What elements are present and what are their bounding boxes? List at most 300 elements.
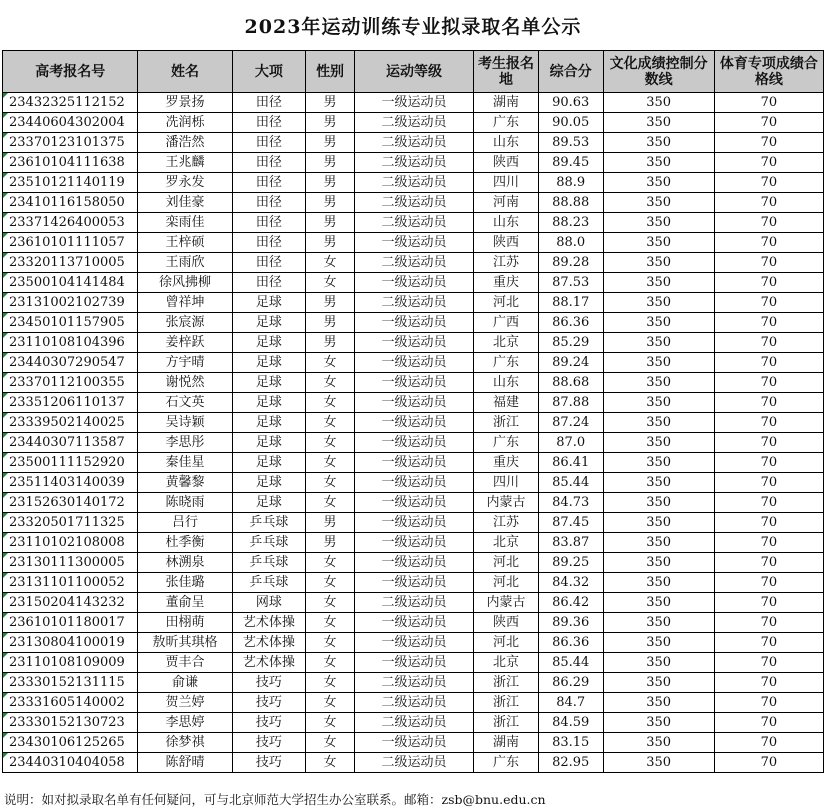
cell-culture-line[interactable]: 350 xyxy=(603,593,714,613)
cell-sport[interactable]: 田径 xyxy=(232,193,306,213)
cell-sport[interactable]: 技巧 xyxy=(232,713,306,733)
cell-pe-line[interactable]: 70 xyxy=(714,733,823,753)
cell-region[interactable]: 江苏 xyxy=(474,513,539,533)
cell-exam-id[interactable]: 23331605140002 xyxy=(3,693,138,713)
cell-level[interactable]: 一级运动员 xyxy=(354,513,473,533)
cell-score[interactable]: 88.88 xyxy=(538,193,603,213)
cell-name[interactable]: 林溯泉 xyxy=(138,553,232,573)
cell-region[interactable]: 内蒙古 xyxy=(474,593,539,613)
cell-score[interactable]: 88.23 xyxy=(538,213,603,233)
header-sport[interactable]: 大项 xyxy=(232,51,306,93)
cell-name[interactable]: 姜梓跃 xyxy=(138,333,232,353)
cell-level[interactable]: 一级运动员 xyxy=(354,333,473,353)
cell-gender[interactable]: 女 xyxy=(306,473,355,493)
cell-culture-line[interactable]: 350 xyxy=(603,653,714,673)
cell-exam-id[interactable]: 23370112100355 xyxy=(3,373,138,393)
cell-region[interactable]: 湖南 xyxy=(474,733,539,753)
cell-exam-id[interactable]: 23440307113587 xyxy=(3,433,138,453)
cell-culture-line[interactable]: 350 xyxy=(603,533,714,553)
header-pe-line[interactable]: 体育专项成绩合格线 xyxy=(714,51,823,93)
cell-level[interactable]: 一级运动员 xyxy=(354,453,473,473)
cell-region[interactable]: 四川 xyxy=(474,173,539,193)
cell-pe-line[interactable]: 70 xyxy=(714,453,823,473)
cell-name[interactable]: 吴诗颖 xyxy=(138,413,232,433)
cell-level[interactable]: 二级运动员 xyxy=(354,753,473,773)
cell-sport[interactable]: 田径 xyxy=(232,153,306,173)
cell-region[interactable]: 山东 xyxy=(474,213,539,233)
cell-score[interactable]: 85.29 xyxy=(538,333,603,353)
cell-pe-line[interactable]: 70 xyxy=(714,753,823,773)
cell-sport[interactable]: 技巧 xyxy=(232,753,306,773)
cell-pe-line[interactable]: 70 xyxy=(714,633,823,653)
cell-level[interactable]: 一级运动员 xyxy=(354,393,473,413)
cell-sport[interactable]: 乒乓球 xyxy=(232,513,306,533)
cell-gender[interactable]: 男 xyxy=(306,513,355,533)
cell-sport[interactable]: 田径 xyxy=(232,93,306,113)
cell-score[interactable]: 90.63 xyxy=(538,93,603,113)
cell-exam-id[interactable]: 23320113710005 xyxy=(3,253,138,273)
cell-pe-line[interactable]: 70 xyxy=(714,653,823,673)
cell-pe-line[interactable]: 70 xyxy=(714,313,823,333)
cell-gender[interactable]: 女 xyxy=(306,373,355,393)
cell-culture-line[interactable]: 350 xyxy=(603,553,714,573)
cell-region[interactable]: 北京 xyxy=(474,333,539,353)
cell-sport[interactable]: 技巧 xyxy=(232,693,306,713)
cell-name[interactable]: 徐梦祺 xyxy=(138,733,232,753)
cell-name[interactable]: 黄馨黎 xyxy=(138,473,232,493)
cell-name[interactable]: 徐风拂柳 xyxy=(138,273,232,293)
cell-region[interactable]: 河南 xyxy=(474,193,539,213)
cell-pe-line[interactable]: 70 xyxy=(714,133,823,153)
cell-score[interactable]: 88.0 xyxy=(538,233,603,253)
cell-culture-line[interactable]: 350 xyxy=(603,313,714,333)
cell-sport[interactable]: 田径 xyxy=(232,253,306,273)
cell-gender[interactable]: 男 xyxy=(306,293,355,313)
cell-gender[interactable]: 女 xyxy=(306,393,355,413)
cell-culture-line[interactable]: 350 xyxy=(603,733,714,753)
cell-region[interactable]: 福建 xyxy=(474,393,539,413)
cell-score[interactable]: 86.41 xyxy=(538,453,603,473)
cell-gender[interactable]: 女 xyxy=(306,753,355,773)
cell-culture-line[interactable]: 350 xyxy=(603,673,714,693)
cell-level[interactable]: 二级运动员 xyxy=(354,293,473,313)
cell-level[interactable]: 一级运动员 xyxy=(354,373,473,393)
cell-pe-line[interactable]: 70 xyxy=(714,253,823,273)
cell-exam-id[interactable]: 23450101157905 xyxy=(3,313,138,333)
cell-level[interactable]: 一级运动员 xyxy=(354,733,473,753)
cell-level[interactable]: 二级运动员 xyxy=(354,713,473,733)
cell-region[interactable]: 广东 xyxy=(474,113,539,133)
cell-sport[interactable]: 足球 xyxy=(232,433,306,453)
cell-culture-line[interactable]: 350 xyxy=(603,253,714,273)
cell-exam-id[interactable]: 23370123101375 xyxy=(3,133,138,153)
cell-score[interactable]: 90.05 xyxy=(538,113,603,133)
cell-gender[interactable]: 女 xyxy=(306,693,355,713)
cell-region[interactable]: 浙江 xyxy=(474,693,539,713)
cell-culture-line[interactable]: 350 xyxy=(603,693,714,713)
header-name[interactable]: 姓名 xyxy=(138,51,232,93)
cell-culture-line[interactable]: 350 xyxy=(603,333,714,353)
cell-culture-line[interactable]: 350 xyxy=(603,133,714,153)
cell-exam-id[interactable]: 23330152130723 xyxy=(3,713,138,733)
cell-sport[interactable]: 足球 xyxy=(232,473,306,493)
cell-name[interactable]: 陈晓雨 xyxy=(138,493,232,513)
cell-sport[interactable]: 乒乓球 xyxy=(232,553,306,573)
cell-score[interactable]: 87.0 xyxy=(538,433,603,453)
cell-exam-id[interactable]: 23152630140172 xyxy=(3,493,138,513)
cell-sport[interactable]: 足球 xyxy=(232,313,306,333)
cell-exam-id[interactable]: 23330152131115 xyxy=(3,673,138,693)
cell-level[interactable]: 一级运动员 xyxy=(354,553,473,573)
cell-level[interactable]: 一级运动员 xyxy=(354,313,473,333)
cell-sport[interactable]: 田径 xyxy=(232,213,306,233)
cell-score[interactable]: 86.36 xyxy=(538,633,603,653)
cell-name[interactable]: 冼润栎 xyxy=(138,113,232,133)
cell-culture-line[interactable]: 350 xyxy=(603,113,714,133)
cell-exam-id[interactable]: 23131101100052 xyxy=(3,573,138,593)
cell-score[interactable]: 86.42 xyxy=(538,593,603,613)
cell-name[interactable]: 张佳璐 xyxy=(138,573,232,593)
cell-level[interactable]: 一级运动员 xyxy=(354,473,473,493)
header-score[interactable]: 综合分 xyxy=(538,51,603,93)
cell-gender[interactable]: 男 xyxy=(306,213,355,233)
cell-exam-id[interactable]: 23130111300005 xyxy=(3,553,138,573)
cell-gender[interactable]: 女 xyxy=(306,733,355,753)
header-exam-id[interactable]: 高考报名号 xyxy=(3,51,138,93)
cell-sport[interactable]: 网球 xyxy=(232,593,306,613)
cell-culture-line[interactable]: 350 xyxy=(603,93,714,113)
cell-exam-id[interactable]: 23410116158050 xyxy=(3,193,138,213)
cell-culture-line[interactable]: 350 xyxy=(603,173,714,193)
cell-pe-line[interactable]: 70 xyxy=(714,273,823,293)
cell-region[interactable]: 四川 xyxy=(474,473,539,493)
cell-name[interactable]: 刘佳豪 xyxy=(138,193,232,213)
cell-score[interactable]: 87.45 xyxy=(538,513,603,533)
cell-exam-id[interactable]: 23130804100019 xyxy=(3,633,138,653)
cell-exam-id[interactable]: 23610101180017 xyxy=(3,613,138,633)
cell-name[interactable]: 敖昕其琪格 xyxy=(138,633,232,653)
cell-culture-line[interactable]: 350 xyxy=(603,493,714,513)
cell-gender[interactable]: 女 xyxy=(306,613,355,633)
cell-score[interactable]: 89.28 xyxy=(538,253,603,273)
cell-name[interactable]: 董俞呈 xyxy=(138,593,232,613)
cell-culture-line[interactable]: 350 xyxy=(603,153,714,173)
cell-sport[interactable]: 田径 xyxy=(232,173,306,193)
cell-culture-line[interactable]: 350 xyxy=(603,573,714,593)
cell-level[interactable]: 二级运动员 xyxy=(354,113,473,133)
cell-culture-line[interactable]: 350 xyxy=(603,433,714,453)
cell-sport[interactable]: 艺术体操 xyxy=(232,633,306,653)
cell-name[interactable]: 石文英 xyxy=(138,393,232,413)
cell-exam-id[interactable]: 23320501711325 xyxy=(3,513,138,533)
cell-culture-line[interactable]: 350 xyxy=(603,393,714,413)
cell-level[interactable]: 一级运动员 xyxy=(354,493,473,513)
cell-culture-line[interactable]: 350 xyxy=(603,373,714,393)
cell-region[interactable]: 湖南 xyxy=(474,93,539,113)
cell-exam-id[interactable]: 23440310404058 xyxy=(3,753,138,773)
cell-gender[interactable]: 女 xyxy=(306,573,355,593)
cell-score[interactable]: 89.25 xyxy=(538,553,603,573)
cell-score[interactable]: 84.7 xyxy=(538,693,603,713)
cell-score[interactable]: 84.59 xyxy=(538,713,603,733)
cell-region[interactable]: 浙江 xyxy=(474,713,539,733)
cell-level[interactable]: 二级运动员 xyxy=(354,213,473,233)
cell-culture-line[interactable]: 350 xyxy=(603,753,714,773)
cell-sport[interactable]: 乒乓球 xyxy=(232,573,306,593)
cell-name[interactable]: 潘浩然 xyxy=(138,133,232,153)
cell-name[interactable]: 陈舒晴 xyxy=(138,753,232,773)
cell-pe-line[interactable]: 70 xyxy=(714,293,823,313)
cell-pe-line[interactable]: 70 xyxy=(714,513,823,533)
cell-exam-id[interactable]: 23510121140119 xyxy=(3,173,138,193)
cell-level[interactable]: 二级运动员 xyxy=(354,133,473,153)
cell-region[interactable]: 北京 xyxy=(474,533,539,553)
cell-sport[interactable]: 乒乓球 xyxy=(232,533,306,553)
cell-pe-line[interactable]: 70 xyxy=(714,113,823,133)
cell-culture-line[interactable]: 350 xyxy=(603,213,714,233)
cell-pe-line[interactable]: 70 xyxy=(714,393,823,413)
cell-sport[interactable]: 田径 xyxy=(232,273,306,293)
cell-region[interactable]: 重庆 xyxy=(474,273,539,293)
cell-gender[interactable]: 女 xyxy=(306,713,355,733)
cell-name[interactable]: 俞谦 xyxy=(138,673,232,693)
cell-pe-line[interactable]: 70 xyxy=(714,693,823,713)
cell-region[interactable]: 山东 xyxy=(474,133,539,153)
cell-exam-id[interactable]: 23110102108008 xyxy=(3,533,138,553)
cell-culture-line[interactable]: 350 xyxy=(603,293,714,313)
cell-exam-id[interactable]: 23500104141484 xyxy=(3,273,138,293)
cell-name[interactable]: 贺兰婷 xyxy=(138,693,232,713)
cell-culture-line[interactable]: 350 xyxy=(603,513,714,533)
cell-name[interactable]: 贾丰合 xyxy=(138,653,232,673)
cell-gender[interactable]: 男 xyxy=(306,313,355,333)
cell-gender[interactable]: 女 xyxy=(306,433,355,453)
cell-name[interactable]: 曾祥坤 xyxy=(138,293,232,313)
cell-score[interactable]: 89.36 xyxy=(538,613,603,633)
cell-region[interactable]: 广东 xyxy=(474,753,539,773)
cell-exam-id[interactable]: 23339502140025 xyxy=(3,413,138,433)
cell-sport[interactable]: 足球 xyxy=(232,293,306,313)
cell-level[interactable]: 一级运动员 xyxy=(354,233,473,253)
cell-level[interactable]: 一级运动员 xyxy=(354,93,473,113)
cell-sport[interactable]: 足球 xyxy=(232,493,306,513)
cell-name[interactable]: 田栩萌 xyxy=(138,613,232,633)
cell-exam-id[interactable]: 23150204143232 xyxy=(3,593,138,613)
cell-level[interactable]: 二级运动员 xyxy=(354,253,473,273)
cell-region[interactable]: 河北 xyxy=(474,293,539,313)
cell-level[interactable]: 二级运动员 xyxy=(354,153,473,173)
cell-exam-id[interactable]: 23610101111057 xyxy=(3,233,138,253)
cell-level[interactable]: 二级运动员 xyxy=(354,193,473,213)
cell-score[interactable]: 89.53 xyxy=(538,133,603,153)
cell-level[interactable]: 二级运动员 xyxy=(354,673,473,693)
cell-level[interactable]: 一级运动员 xyxy=(354,653,473,673)
cell-name[interactable]: 秦佳星 xyxy=(138,453,232,473)
cell-pe-line[interactable]: 70 xyxy=(714,233,823,253)
cell-level[interactable]: 一级运动员 xyxy=(354,273,473,293)
cell-exam-id[interactable]: 23430106125265 xyxy=(3,733,138,753)
cell-exam-id[interactable]: 23131002102739 xyxy=(3,293,138,313)
header-region[interactable]: 考生报名地 xyxy=(474,51,539,93)
cell-pe-line[interactable]: 70 xyxy=(714,373,823,393)
cell-pe-line[interactable]: 70 xyxy=(714,413,823,433)
cell-region[interactable]: 内蒙古 xyxy=(474,493,539,513)
cell-name[interactable]: 方宇晴 xyxy=(138,353,232,373)
cell-exam-id[interactable]: 23440604302004 xyxy=(3,113,138,133)
cell-pe-line[interactable]: 70 xyxy=(714,473,823,493)
cell-pe-line[interactable]: 70 xyxy=(714,333,823,353)
cell-pe-line[interactable]: 70 xyxy=(714,153,823,173)
cell-region[interactable]: 河北 xyxy=(474,553,539,573)
cell-gender[interactable]: 男 xyxy=(306,193,355,213)
cell-score[interactable]: 88.68 xyxy=(538,373,603,393)
cell-level[interactable]: 一级运动员 xyxy=(354,413,473,433)
cell-pe-line[interactable]: 70 xyxy=(714,673,823,693)
cell-gender[interactable]: 女 xyxy=(306,353,355,373)
cell-pe-line[interactable]: 70 xyxy=(714,533,823,553)
cell-gender[interactable]: 女 xyxy=(306,553,355,573)
cell-gender[interactable]: 男 xyxy=(306,533,355,553)
cell-name[interactable]: 谢悦然 xyxy=(138,373,232,393)
cell-score[interactable]: 86.36 xyxy=(538,313,603,333)
cell-culture-line[interactable]: 350 xyxy=(603,473,714,493)
cell-level[interactable]: 二级运动员 xyxy=(354,593,473,613)
cell-name[interactable]: 罗景扬 xyxy=(138,93,232,113)
cell-score[interactable]: 83.15 xyxy=(538,733,603,753)
cell-region[interactable]: 北京 xyxy=(474,653,539,673)
cell-region[interactable]: 江苏 xyxy=(474,253,539,273)
cell-culture-line[interactable]: 350 xyxy=(603,713,714,733)
cell-score[interactable]: 87.53 xyxy=(538,273,603,293)
cell-score[interactable]: 88.17 xyxy=(538,293,603,313)
cell-region[interactable]: 河北 xyxy=(474,633,539,653)
cell-gender[interactable]: 男 xyxy=(306,93,355,113)
cell-sport[interactable]: 技巧 xyxy=(232,733,306,753)
cell-sport[interactable]: 田径 xyxy=(232,113,306,133)
cell-culture-line[interactable]: 350 xyxy=(603,273,714,293)
cell-exam-id[interactable]: 23110108104396 xyxy=(3,333,138,353)
cell-culture-line[interactable]: 350 xyxy=(603,193,714,213)
cell-pe-line[interactable]: 70 xyxy=(714,493,823,513)
cell-region[interactable]: 陕西 xyxy=(474,613,539,633)
header-culture-line[interactable]: 文化成绩控制分数线 xyxy=(603,51,714,93)
cell-pe-line[interactable]: 70 xyxy=(714,613,823,633)
cell-gender[interactable]: 女 xyxy=(306,413,355,433)
cell-exam-id[interactable]: 23432325112152 xyxy=(3,93,138,113)
cell-name[interactable]: 张宸源 xyxy=(138,313,232,333)
cell-sport[interactable]: 足球 xyxy=(232,453,306,473)
cell-exam-id[interactable]: 23371426400053 xyxy=(3,213,138,233)
header-level[interactable]: 运动等级 xyxy=(354,51,473,93)
cell-score[interactable]: 86.29 xyxy=(538,673,603,693)
cell-pe-line[interactable]: 70 xyxy=(714,353,823,373)
cell-gender[interactable]: 女 xyxy=(306,673,355,693)
cell-pe-line[interactable]: 70 xyxy=(714,593,823,613)
cell-culture-line[interactable]: 350 xyxy=(603,353,714,373)
cell-pe-line[interactable]: 70 xyxy=(714,193,823,213)
cell-culture-line[interactable]: 350 xyxy=(603,413,714,433)
cell-sport[interactable]: 技巧 xyxy=(232,673,306,693)
cell-pe-line[interactable]: 70 xyxy=(714,213,823,233)
cell-gender[interactable]: 男 xyxy=(306,173,355,193)
cell-score[interactable]: 87.88 xyxy=(538,393,603,413)
cell-exam-id[interactable]: 23511403140039 xyxy=(3,473,138,493)
cell-region[interactable]: 重庆 xyxy=(474,453,539,473)
cell-name[interactable]: 罗永发 xyxy=(138,173,232,193)
cell-level[interactable]: 二级运动员 xyxy=(354,173,473,193)
cell-pe-line[interactable]: 70 xyxy=(714,93,823,113)
cell-gender[interactable]: 男 xyxy=(306,133,355,153)
cell-level[interactable]: 一级运动员 xyxy=(354,533,473,553)
cell-level[interactable]: 一级运动员 xyxy=(354,573,473,593)
cell-pe-line[interactable]: 70 xyxy=(714,433,823,453)
cell-level[interactable]: 二级运动员 xyxy=(354,693,473,713)
cell-gender[interactable]: 男 xyxy=(306,333,355,353)
cell-exam-id[interactable]: 23610104111638 xyxy=(3,153,138,173)
cell-region[interactable]: 广东 xyxy=(474,433,539,453)
header-gender[interactable]: 性别 xyxy=(306,51,355,93)
cell-gender[interactable]: 男 xyxy=(306,113,355,133)
cell-score[interactable]: 84.73 xyxy=(538,493,603,513)
cell-region[interactable]: 浙江 xyxy=(474,673,539,693)
cell-culture-line[interactable]: 350 xyxy=(603,233,714,253)
cell-score[interactable]: 89.24 xyxy=(538,353,603,373)
cell-sport[interactable]: 田径 xyxy=(232,133,306,153)
cell-score[interactable]: 83.87 xyxy=(538,533,603,553)
cell-pe-line[interactable]: 70 xyxy=(714,573,823,593)
cell-exam-id[interactable]: 23351206110137 xyxy=(3,393,138,413)
cell-gender[interactable]: 女 xyxy=(306,253,355,273)
cell-score[interactable]: 85.44 xyxy=(538,473,603,493)
cell-level[interactable]: 一级运动员 xyxy=(354,433,473,453)
cell-sport[interactable]: 足球 xyxy=(232,353,306,373)
cell-gender[interactable]: 男 xyxy=(306,233,355,253)
cell-name[interactable]: 吕行 xyxy=(138,513,232,533)
cell-pe-line[interactable]: 70 xyxy=(714,173,823,193)
cell-score[interactable]: 88.9 xyxy=(538,173,603,193)
cell-region[interactable]: 河北 xyxy=(474,573,539,593)
cell-gender[interactable]: 女 xyxy=(306,593,355,613)
cell-sport[interactable]: 足球 xyxy=(232,393,306,413)
cell-name[interactable]: 王梓硕 xyxy=(138,233,232,253)
cell-pe-line[interactable]: 70 xyxy=(714,713,823,733)
cell-sport[interactable]: 足球 xyxy=(232,373,306,393)
cell-gender[interactable]: 女 xyxy=(306,653,355,673)
cell-culture-line[interactable]: 350 xyxy=(603,633,714,653)
cell-name[interactable]: 王雨欣 xyxy=(138,253,232,273)
cell-name[interactable]: 李思彤 xyxy=(138,433,232,453)
cell-name[interactable]: 李思婷 xyxy=(138,713,232,733)
cell-region[interactable]: 陕西 xyxy=(474,233,539,253)
cell-gender[interactable]: 女 xyxy=(306,633,355,653)
cell-region[interactable]: 山东 xyxy=(474,373,539,393)
cell-sport[interactable]: 足球 xyxy=(232,413,306,433)
cell-culture-line[interactable]: 350 xyxy=(603,613,714,633)
cell-score[interactable]: 82.95 xyxy=(538,753,603,773)
cell-sport[interactable]: 足球 xyxy=(232,333,306,353)
cell-gender[interactable]: 女 xyxy=(306,493,355,513)
cell-culture-line[interactable]: 350 xyxy=(603,453,714,473)
cell-score[interactable]: 85.44 xyxy=(538,653,603,673)
cell-score[interactable]: 89.45 xyxy=(538,153,603,173)
cell-level[interactable]: 一级运动员 xyxy=(354,633,473,653)
cell-score[interactable]: 84.32 xyxy=(538,573,603,593)
cell-name[interactable]: 杜季衡 xyxy=(138,533,232,553)
cell-region[interactable]: 广西 xyxy=(474,313,539,333)
cell-level[interactable]: 一级运动员 xyxy=(354,353,473,373)
cell-region[interactable]: 广东 xyxy=(474,353,539,373)
cell-name[interactable]: 栾雨佳 xyxy=(138,213,232,233)
